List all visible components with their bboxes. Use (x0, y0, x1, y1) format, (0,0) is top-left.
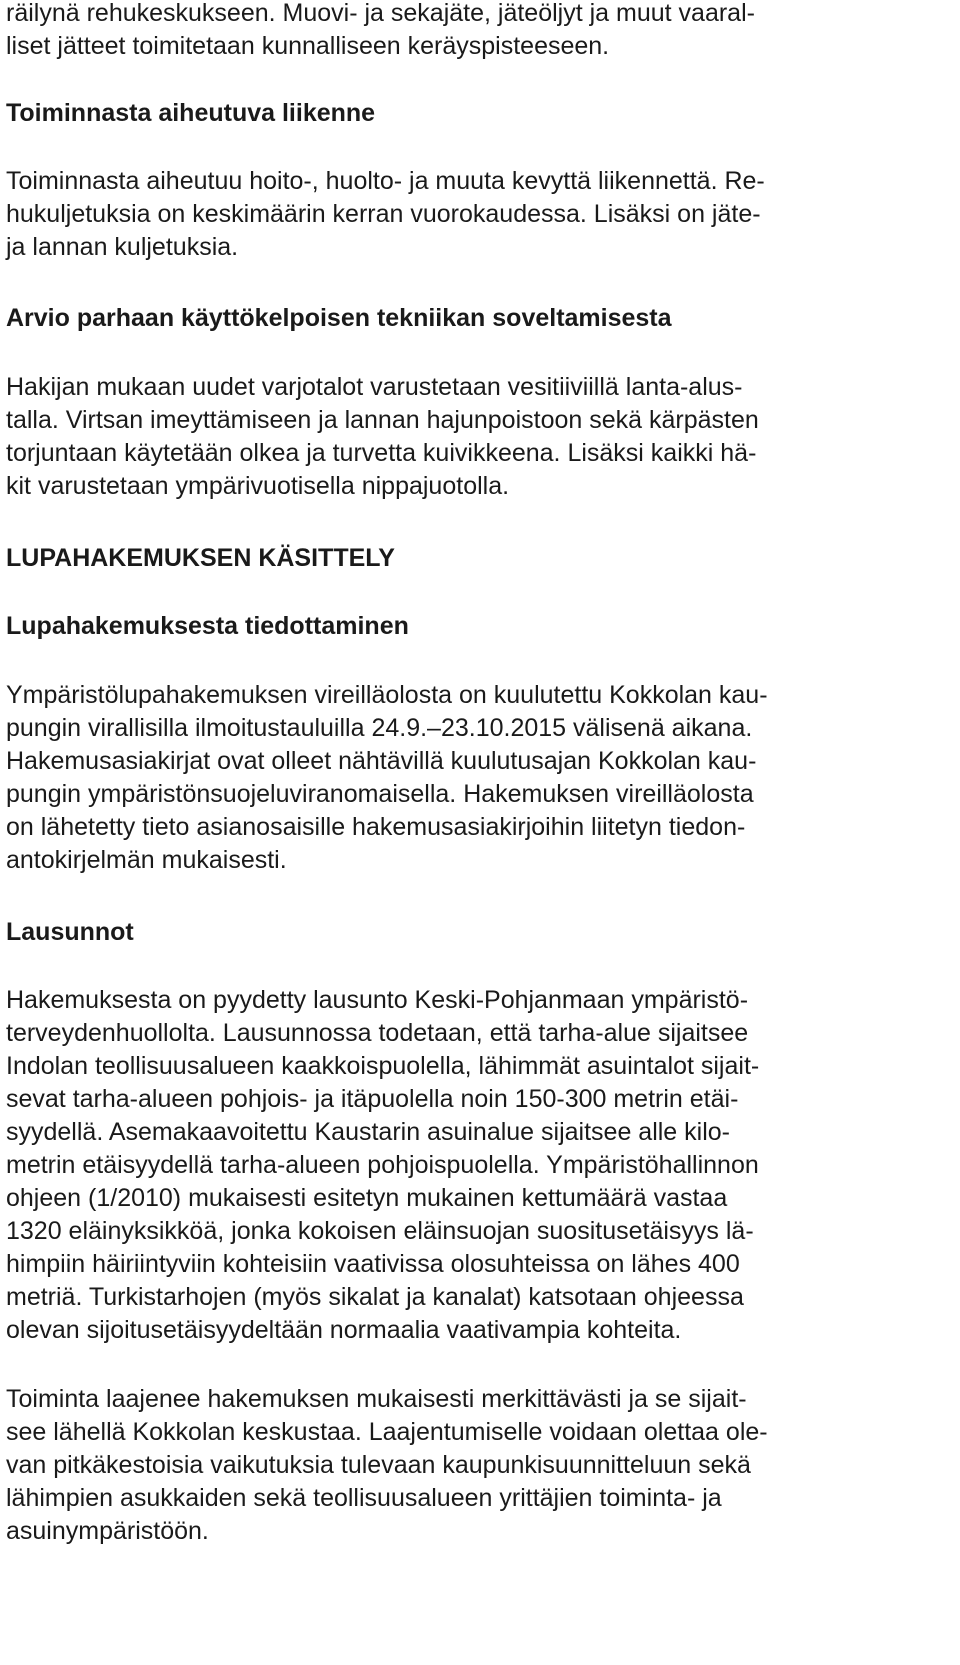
section-heading-tiedottaminen: Lupahakemuksesta tiedottaminen (6, 612, 409, 640)
paragraph-text-line: ja lannan kuljetuksia. (6, 233, 239, 261)
paragraph-text-line: torjuntaan käytetään olkea ja turvetta kuivikkeena. Lisäksi kaikki hä- (6, 439, 757, 467)
main-heading-kasittely: LUPAHAKEMUKSEN KÄSITTELY (6, 544, 395, 572)
paragraph-text-line: van pitkäkestoisia vaikutuksia tulevaan kaupunkisuunnitteluun sekä (6, 1451, 751, 1479)
paragraph-text-line: olevan sijoitusetäisyydeltään normaalia vaativampia kohteita. (6, 1316, 682, 1344)
paragraph-text-line: lähimpien asukkaiden sekä teollisuusalueen yrittäjien toiminta- ja (6, 1484, 722, 1512)
paragraph-text-line: räilynä rehukeskukseen. Muovi- ja sekajäte, jäteöljyt ja muut vaaral- (6, 0, 755, 27)
section-heading-lausunnot: Lausunnot (6, 918, 134, 946)
paragraph-text-line: terveydenhuollolta. Lausunnossa todetaan, että tarha-alue sijaitsee (6, 1019, 749, 1047)
paragraph-text-line: hukuljetuksia on keskimäärin kerran vuorokaudessa. Lisäksi on jäte- (6, 200, 761, 228)
paragraph-text-line: 1320 eläinyksikköä, jonka kokoisen eläinsuojan suositusetäisyys lä- (6, 1217, 754, 1245)
paragraph-text-line: sevat tarha-alueen pohjois- ja itäpuolella noin 150-300 metrin etäi- (6, 1085, 739, 1113)
paragraph-text-line: ohjeen (1/2010) mukaisesti esitetyn mukainen kettumäärä vastaa (6, 1184, 728, 1212)
paragraph-text-line: himpiin häiriintyviin kohteisiin vaativissa olosuhteissa on lähes 400 (6, 1250, 740, 1278)
paragraph-text-line: Hakemuksesta on pyydetty lausunto Keski-Pohjanmaan ympäristö- (6, 986, 749, 1014)
paragraph-text-line: Toiminnasta aiheutuu hoito-, huolto- ja muuta kevyttä liikennettä. Re- (6, 167, 765, 195)
paragraph-text-line: Toiminta laajenee hakemuksen mukaisesti merkittävästi ja se sijait- (6, 1385, 747, 1413)
paragraph-text-line: pungin ympäristönsuojeluviranomaisella. Hakemuksen vireilläolosta (6, 780, 754, 808)
paragraph-text-line: asuinympäristöön. (6, 1517, 209, 1545)
paragraph-text-line: antokirjelmän mukaisesti. (6, 846, 287, 874)
section-heading-bat: Arvio parhaan käyttökelpoisen tekniikan soveltamisesta (6, 304, 672, 332)
paragraph-text-line: pungin virallisilla ilmoitustauluilla 24.9.–23.10.2015 välisenä aikana. (6, 714, 753, 742)
paragraph-text-line: on lähetetty tieto asianosaisille hakemusasiakirjoihin liitetyn tiedon- (6, 813, 746, 841)
paragraph-text-line: metrin etäisyydellä tarha-alueen pohjoispuolella. Ympäristöhallinnon (6, 1151, 759, 1179)
paragraph-text-line: metriä. Turkistarhojen (myös sikalat ja kanalat) katsotaan ohjeessa (6, 1283, 744, 1311)
paragraph-text-line: Hakijan mukaan uudet varjotalot varustetaan vesitiiviillä lanta-alus- (6, 373, 743, 401)
paragraph-text-line: liset jätteet toimitetaan kunnalliseen keräyspisteeseen. (6, 32, 610, 60)
paragraph-text-line: Indolan teollisuusalueen kaakkoispuolella, lähimmät asuintalot sijait- (6, 1052, 760, 1080)
paragraph-text-line: Hakemusasiakirjat ovat olleet nähtävillä kuulutusajan Kokkolan kau- (6, 747, 757, 775)
paragraph-text-line: syydellä. Asemakaavoitettu Kaustarin asuinalue sijaitsee alle kilo- (6, 1118, 730, 1146)
paragraph-text-line: kit varustetaan ympärivuotisella nippajuotolla. (6, 472, 510, 500)
paragraph-text-line: Ympäristölupahakemuksen vireilläolosta on kuulutettu Kokkolan kau- (6, 681, 768, 709)
section-heading-liikenne: Toiminnasta aiheutuva liikenne (6, 99, 376, 127)
paragraph-text-line: talla. Virtsan imeyttämiseen ja lannan hajunpoistoon sekä kärpästen (6, 406, 759, 434)
paragraph-text-line: see lähellä Kokkolan keskustaa. Laajentumiselle voidaan olettaa ole- (6, 1418, 768, 1446)
